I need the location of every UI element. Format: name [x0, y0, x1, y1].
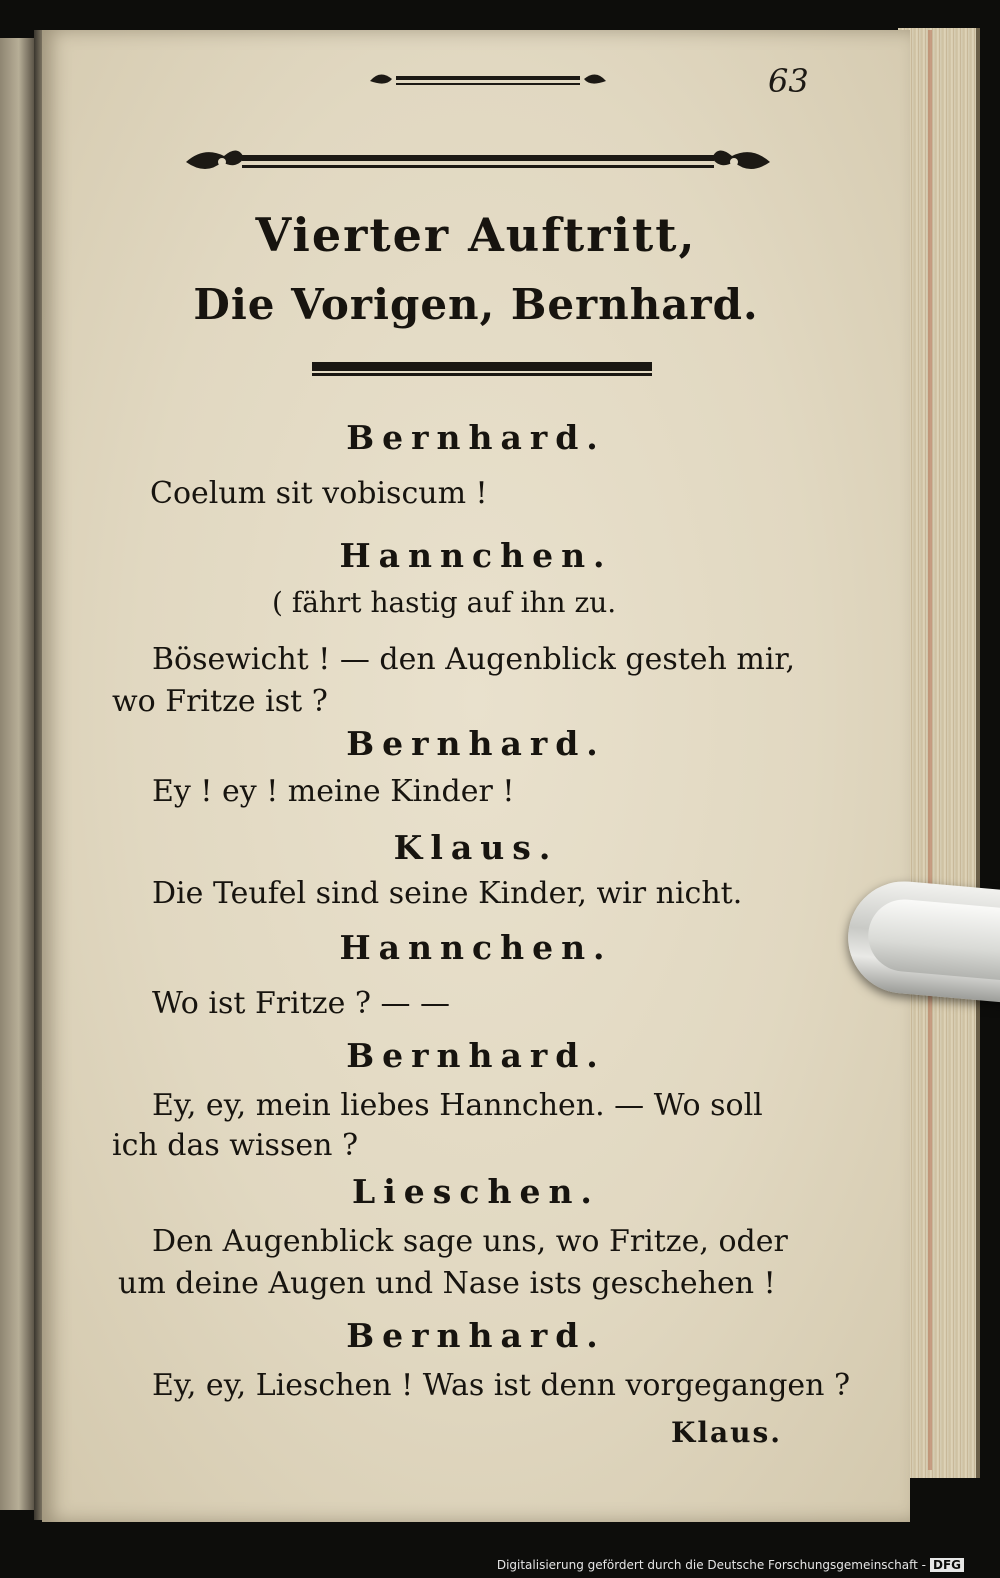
speaker-name: Lieschen. — [352, 1172, 600, 1211]
speaker-name: Bernhard. — [346, 724, 606, 763]
stage-direction: ( fährt hastig auf ihn zu. — [272, 586, 617, 619]
dialogue-line: Ey, ey, Lieschen ! Was ist denn vorgegangen ? — [152, 1368, 851, 1403]
section-divider — [312, 362, 652, 376]
speaker-name: Klaus. — [393, 828, 559, 867]
dialogue-line: Den Augenblick sage uns, wo Fritze, oder — [152, 1224, 788, 1259]
dialogue-line: Ey ! ey ! meine Kinder ! — [152, 774, 515, 809]
top-ornament-rule — [368, 70, 608, 92]
dialogue-line: Bösewicht ! — den Augenblick gesteh mir, — [152, 642, 796, 677]
catchword: Klaus. — [671, 1416, 782, 1449]
dialogue-line: um deine Augen und Nase ists geschehen ! — [118, 1266, 776, 1301]
dialogue-line: ich das wissen ? — [112, 1128, 359, 1163]
page-edge-stain — [928, 30, 932, 1470]
speaker-name: Bernhard. — [346, 1036, 606, 1075]
page-clip-highlight — [865, 896, 1000, 981]
dialogue-line: Coelum sit vobiscum ! — [150, 476, 488, 511]
dialogue-line: Die Teufel sind seine Kinder, wir nicht. — [152, 876, 743, 911]
credit-text: Digitalisierung gefördert durch die Deutsche Forschungsgemeinschaft - — [496, 1558, 926, 1572]
scene-title: Vierter Auftritt, — [255, 208, 697, 262]
dialogue-line: Ey, ey, mein liebes Hannchen. — Wo soll — [152, 1088, 763, 1123]
dialogue-line: wo Fritze ist ? — [112, 684, 328, 719]
ornamental-rule — [182, 142, 774, 182]
dialogue-line: Wo ist Fritze ? — — — [152, 986, 451, 1021]
left-page-edge — [0, 38, 34, 1510]
page-block-edges — [898, 28, 980, 1478]
speaker-name: Bernhard. — [346, 418, 606, 457]
scene-subtitle: Die Vorigen, Bernhard. — [193, 280, 759, 329]
speaker-name: Hannchen. — [339, 928, 613, 967]
speaker-name: Bernhard. — [346, 1316, 606, 1355]
page-number: 63 — [768, 62, 809, 100]
book-page — [42, 30, 910, 1522]
speaker-name: Hannchen. — [339, 536, 613, 575]
digitization-credit — [497, 1558, 964, 1572]
dfg-logo: DFG — [930, 1558, 964, 1572]
